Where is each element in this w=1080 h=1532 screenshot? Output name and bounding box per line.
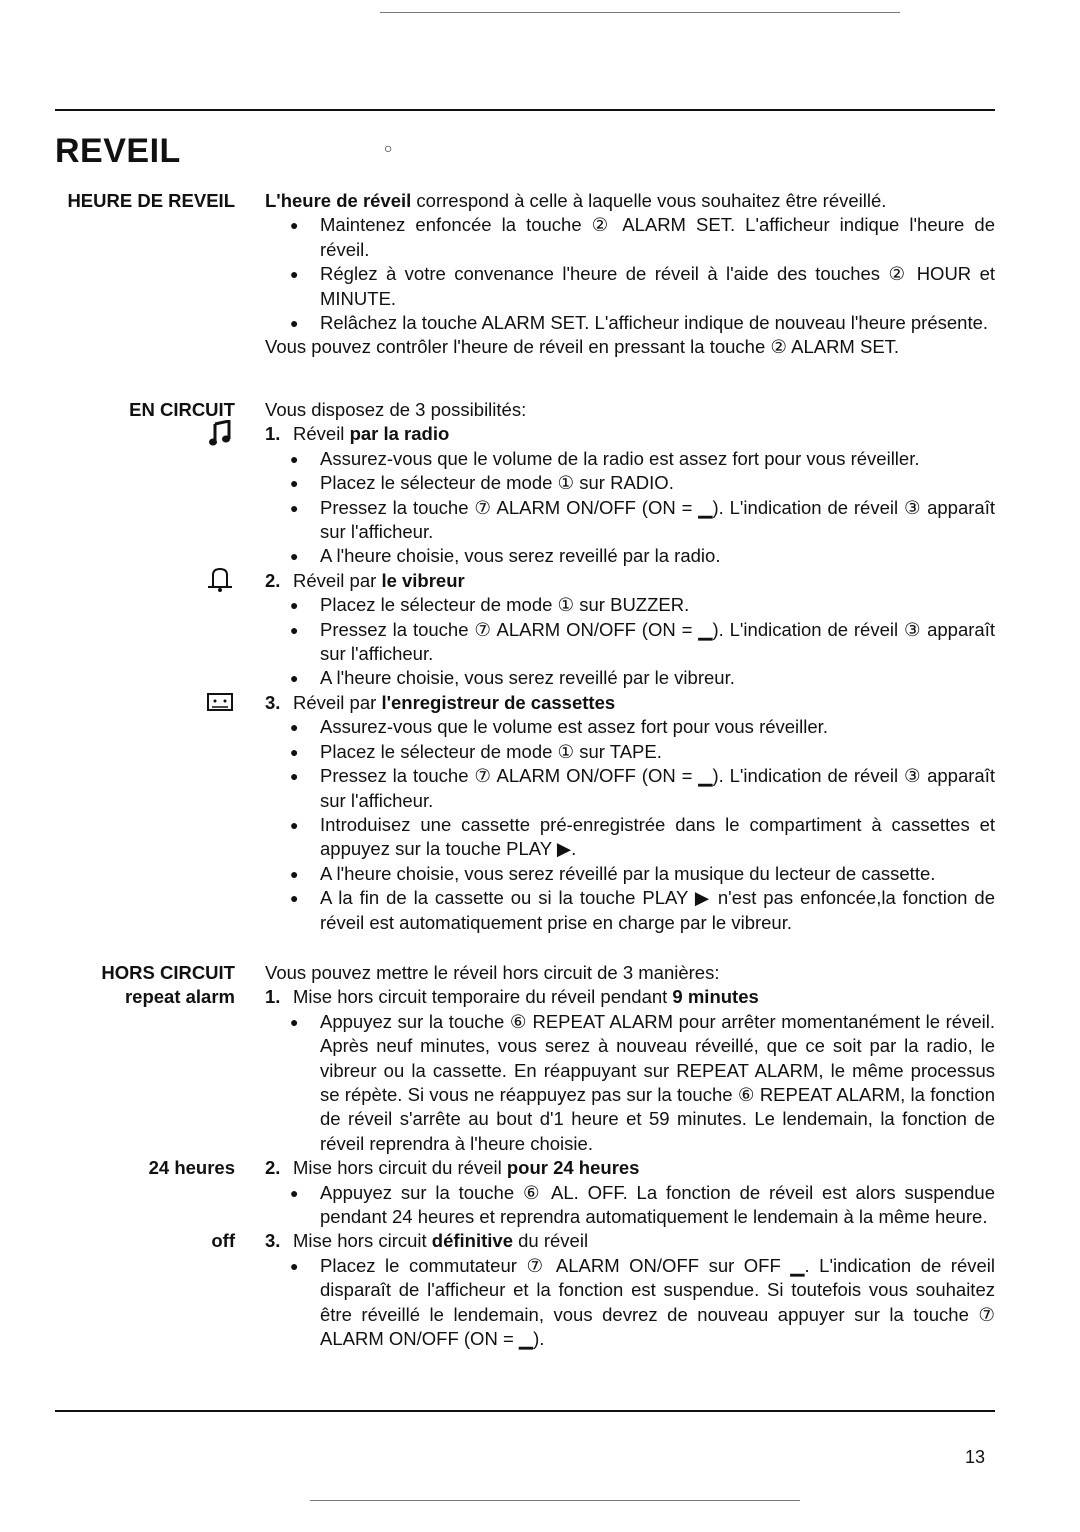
bullet-item <box>290 618 995 667</box>
item-title-text: Réveil <box>293 423 350 445</box>
bullet-item <box>290 496 995 545</box>
side-label: off <box>211 1230 235 1252</box>
numbered-item <box>265 422 995 568</box>
bullet-text: Appuyez sur la touche ⑥ AL. OFF. La fonction de réveil est alors suspendue pendant 24 heures et reprendra automatiquement le lendemain à la même heure. <box>320 1181 995 1228</box>
outro-text: Vous pouvez contrôler l'heure de réveil en pressant la touche ② ALARM SET. <box>265 336 900 358</box>
bullet-text: Pressez la touche ⑦ ALARM ON/OFF (ON = ▁). L'indication de réveil ③ apparaît sur l'afficheur. <box>320 765 995 811</box>
section-label: HEURE DE REVEIL <box>67 190 235 211</box>
bullet-item <box>290 311 995 335</box>
section-heure-de-reveil <box>0 189 1080 360</box>
bullet-item <box>290 593 995 617</box>
bullet-dot-icon: ● <box>290 1184 299 1201</box>
bullet-dot-icon: ● <box>290 670 299 687</box>
item-title <box>293 1229 588 1253</box>
bullet-item <box>290 862 995 886</box>
numbered-item <box>265 569 995 691</box>
bullet-item <box>290 715 995 739</box>
item-title-bold: définitive <box>431 1230 513 1252</box>
bullet-item <box>290 544 995 568</box>
item-title-text: Mise hors circuit du réveil <box>293 1157 507 1179</box>
bullet-text: Maintenez enfoncée la touche ② ALARM SET. L'afficheur indique l'heure de réveil. <box>320 214 995 260</box>
bullet-item <box>290 262 995 311</box>
bullet-text: Introduisez une cassette pré-enregistrée dans le compartiment à cassettes et appuyez sur la touche PLAY ▶. <box>320 813 995 860</box>
bullet-dot-icon: ● <box>290 499 299 516</box>
item-heading <box>265 569 995 593</box>
bullet-text: Réglez à votre convenance l'heure de réveil à l'aide des touches ② HOUR et MINUTE. <box>320 263 995 309</box>
intro-bold: L'heure de réveil <box>265 190 412 211</box>
section-label: HORS CIRCUIT <box>101 962 235 983</box>
item-number: 2. <box>265 569 281 591</box>
bell-icon <box>205 567 235 597</box>
item-title-text: Mise hors circuit <box>293 1230 432 1252</box>
page-title: REVEIL <box>55 132 181 170</box>
item-number: 3. <box>265 691 281 713</box>
bullet-dot-icon: ● <box>290 548 299 565</box>
item-heading <box>265 422 995 446</box>
bullet-dot-icon: ● <box>290 217 299 234</box>
bullet-dot-icon: ● <box>290 1257 299 1274</box>
side-label: 24 heures <box>148 1157 235 1179</box>
item-heading <box>265 985 995 1009</box>
item-number: 2. <box>265 1157 281 1179</box>
bullet-text: Placez le sélecteur de mode ① sur BUZZER. <box>320 594 690 616</box>
bullet-item <box>290 1010 995 1156</box>
bottom-rule <box>55 1410 995 1412</box>
section-en-circuit <box>0 398 1080 935</box>
item-title <box>293 691 615 715</box>
bullet-text: Assurez-vous que le volume de la radio est assez fort pour vous réveiller. <box>320 447 920 469</box>
item-heading <box>265 1229 995 1253</box>
bullet-dot-icon: ● <box>290 719 299 736</box>
bullet-dot-icon: ● <box>290 621 299 638</box>
bullet-text: Relâchez la touche ALARM SET. L'afficheur indique de nouveau l'heure présente. <box>320 312 989 334</box>
item-title-bold: 9 minutes <box>672 986 759 1008</box>
item-title-bold: l'enregistreur de cassettes <box>381 691 616 713</box>
bullet-text: Appuyez sur la touche ⑥ REPEAT ALARM pour arrêter momentanément le réveil. Après neuf minutes, vous serez à nouveau réveillé, que ce soit par la radio, le vibreur ou la cassette. En réappuyant sur REPEAT ALARM, le même processus se répète. Si vous ne réappuyez pas sur la touche ⑥ REPEAT ALARM, la fonction de réveil s'arrête au bout d'1 heure et 59 minutes. Le lendemain, la fonction de réveil reprendra à l'heure choisie. <box>320 1010 995 1154</box>
item-title <box>293 1156 639 1180</box>
scan-noise <box>310 1500 800 1501</box>
item-title-text: Réveil par <box>293 569 382 591</box>
item-heading <box>265 691 995 715</box>
bullet-text: Placez le sélecteur de mode ① sur TAPE. <box>320 740 662 762</box>
item-title <box>293 569 465 593</box>
numbered-item <box>211 1229 995 1351</box>
bullet-item <box>290 471 995 495</box>
bullet-dot-icon: ● <box>290 1013 299 1030</box>
item-title-bold: le vibreur <box>381 569 465 591</box>
bullet-text: A l'heure choisie, vous serez reveillé par le vibreur. <box>320 667 735 689</box>
bullet-item <box>290 764 995 813</box>
side-label: repeat alarm <box>124 986 235 1008</box>
bullet-dot-icon: ● <box>290 450 299 467</box>
bullet-dot-icon: ● <box>290 315 299 332</box>
page-number: 13 <box>965 1447 986 1467</box>
bullet-dot-icon: ● <box>290 266 299 283</box>
item-title <box>293 422 449 446</box>
scan-noise <box>380 12 900 13</box>
item-number: 1. <box>265 986 281 1008</box>
item-title-text: Réveil par <box>293 691 382 713</box>
bullet-dot-icon: ● <box>290 816 299 833</box>
bullet-item <box>290 1254 995 1352</box>
bullet-dot-icon: ● <box>290 597 299 614</box>
bullet-item <box>290 213 995 262</box>
music-note-icon <box>205 420 235 450</box>
bullet-item <box>290 447 995 471</box>
cassette-icon <box>205 689 235 715</box>
intro-text: correspond à celle à laquelle vous souhaitez être réveillé. <box>411 190 887 211</box>
bullet-item <box>290 886 995 935</box>
item-number: 3. <box>265 1230 281 1252</box>
item-heading <box>265 1156 995 1180</box>
bullet-dot-icon: ● <box>290 865 299 882</box>
numbered-item <box>148 1156 995 1229</box>
bullet-dot-icon: ● <box>290 890 299 907</box>
numbered-item <box>265 691 995 935</box>
section-label: EN CIRCUIT <box>129 399 235 420</box>
intro-text: Vous pouvez mettre le réveil hors circuit de 3 manières: <box>265 962 720 983</box>
item-number: 1. <box>265 423 281 445</box>
bullet-text: Placez le commutateur ⑦ ALARM ON/OFF sur OFF ▁. L'indication de réveil disparaît de l'afficheur et la fonction est suspendue. Si toutefois vous souhaitez être réveillé le lendemain, vous devrez de nouveau appuyer sur la touche ⑦ ALARM ON/OFF (ON = ▁). <box>320 1254 995 1350</box>
bullet-dot-icon: ● <box>290 743 299 760</box>
bullet-text: A la fin de la cassette ou si la touche PLAY ▶ n'est pas enfoncée,la fonction de réveil est automatiquement prise en charge par le vibreur. <box>320 887 995 933</box>
bullet-text: A l'heure choisie, vous serez reveillé par la radio. <box>320 545 721 567</box>
item-title-text: du réveil <box>513 1230 589 1252</box>
title-mark: ○ <box>384 140 393 156</box>
item-title-text: Mise hors circuit temporaire du réveil pendant <box>293 986 673 1008</box>
bullet-item <box>290 740 995 764</box>
numbered-item <box>124 985 995 1156</box>
bullet-dot-icon: ● <box>290 768 299 785</box>
intro-text: Vous disposez de 3 possibilités: <box>265 399 527 420</box>
bullet-dot-icon: ● <box>290 475 299 492</box>
bullet-item <box>290 1181 995 1230</box>
section-hors-circuit <box>0 961 1080 1352</box>
bullet-text: A l'heure choisie, vous serez réveillé par la musique du lecteur de cassette. <box>320 862 936 884</box>
bullet-text: Pressez la touche ⑦ ALARM ON/OFF (ON = ▁). L'indication de réveil ③ apparaît sur l'afficheur. <box>320 618 995 665</box>
bullet-text: Assurez-vous que le volume est assez fort pour vous réveiller. <box>320 716 828 738</box>
item-title <box>293 985 759 1009</box>
item-title-bold: pour 24 heures <box>506 1157 640 1179</box>
bullet-text: Pressez la touche ⑦ ALARM ON/OFF (ON = ▁). L'indication de réveil ③ apparaît sur l'afficheur. <box>320 496 995 543</box>
top-rule <box>55 109 995 111</box>
item-title-bold: par la radio <box>349 423 450 445</box>
bullet-text: Placez le sélecteur de mode ① sur RADIO. <box>320 472 674 494</box>
bullet-item <box>290 813 995 862</box>
bullet-item <box>290 666 995 690</box>
